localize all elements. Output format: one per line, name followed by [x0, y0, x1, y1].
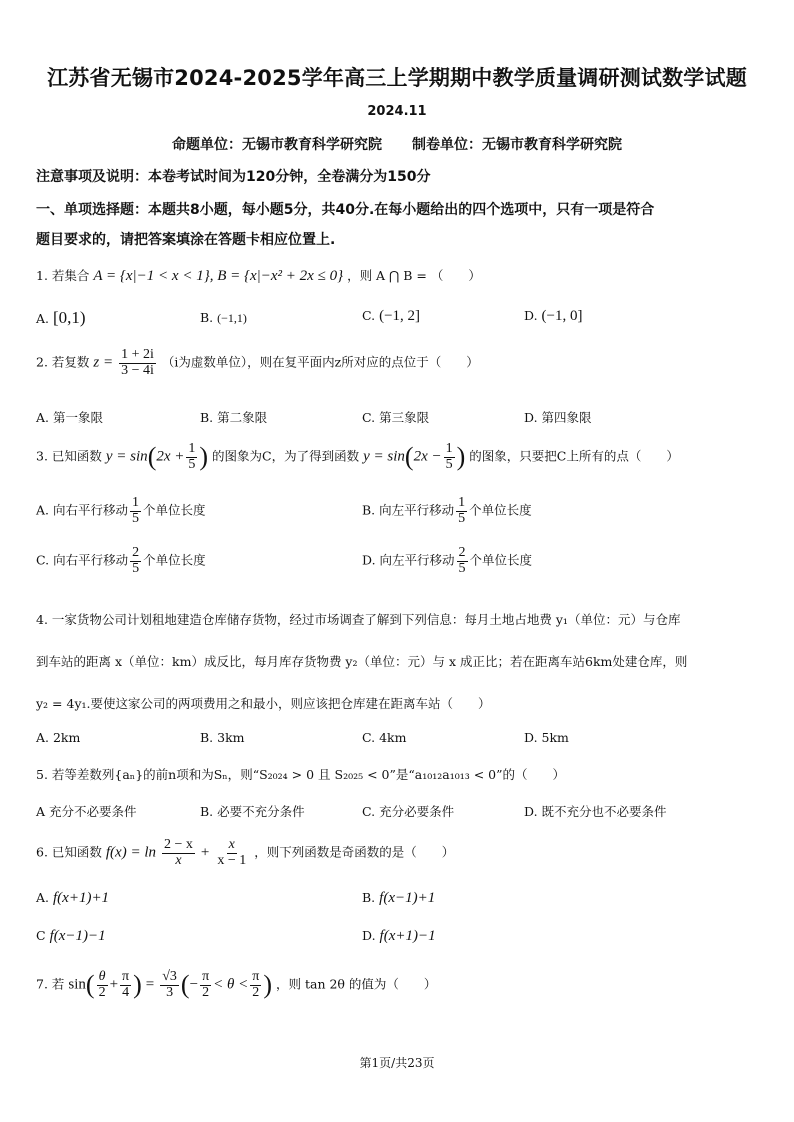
- denominator: 5: [458, 510, 466, 526]
- q4-line1: 4. 一家货物公司计划租地建造仓库储存货物，经过市场调查了解到下列信息：每月土地占地费 y₁（单位：元）与仓库: [36, 612, 681, 627]
- q3-option-b: [362, 496, 532, 526]
- q4-option-a: A. 2km: [36, 730, 81, 745]
- option-value: f(x−1)−1: [49, 928, 106, 944]
- section-heading-line2: 题目要求的，请把答案填涂在答题卡相应位置上.: [36, 232, 336, 248]
- q7-frac-theta: [97, 970, 108, 1000]
- option-text: A. 向右平行移动: [36, 502, 128, 518]
- q4-option-b: B. 3km: [200, 730, 245, 745]
- denominator: 5: [458, 560, 466, 576]
- option-label: D.: [362, 928, 376, 943]
- q6-option-a: [36, 890, 109, 907]
- q7-number: 7. 若: [36, 976, 65, 992]
- denominator: 5: [131, 510, 139, 526]
- q1-option-c: [362, 308, 420, 325]
- option-label: B.: [362, 890, 376, 905]
- q7-frac-sqrt3: [160, 970, 179, 1000]
- question-7: [36, 970, 436, 1000]
- q4-option-d: D. 5km: [524, 730, 569, 745]
- exam-title: 江苏省无锡市2024-2025学年高三上学期期中教学质量调研测试数学试题: [47, 66, 747, 90]
- denominator: 3: [166, 984, 174, 1000]
- q3-number: 3. 已知函数: [36, 448, 102, 464]
- q5-option-a: A 充分不必要条件: [36, 804, 137, 819]
- denominator: x: [175, 852, 182, 868]
- q4-line2: 到车站的距离 x（单位：km）成反比，每月库存货物费 y₂（单位：元）与 x 成正比；若在距离车站6km处建仓库，则: [36, 654, 688, 669]
- q2-option-c: C. 第三象限: [362, 410, 430, 425]
- denominator: 2: [202, 984, 210, 1000]
- question-2: [36, 348, 479, 378]
- plus-sign: +: [109, 976, 119, 993]
- numerator: θ: [98, 969, 106, 984]
- denominator: 2: [98, 984, 106, 1000]
- q2-option-d: D. 第四象限: [524, 410, 592, 425]
- q3-option-a: [36, 496, 206, 526]
- numerator: 2: [132, 545, 140, 560]
- option-text: B. 向左平行移动: [362, 502, 455, 518]
- q3-func1: y = sin: [105, 448, 148, 465]
- q5-option-c: C. 充分必要条件: [362, 804, 455, 819]
- denominator: 4: [122, 984, 130, 1000]
- option-value: f(x+1)+1: [53, 890, 110, 906]
- option-label: C: [36, 928, 46, 943]
- q1-set-a: A = {x|−1 < x < 1}, B =: [93, 268, 244, 284]
- q3-option-c: [36, 546, 206, 576]
- numerator: 1: [131, 495, 139, 510]
- paren-open: (: [147, 442, 157, 472]
- paren-close: ): [456, 442, 466, 472]
- option-unit: 个单位长度: [469, 502, 532, 518]
- question-6: [36, 838, 454, 868]
- numerator: 1: [458, 495, 466, 510]
- denominator: 5: [132, 560, 140, 576]
- minus-sign: −: [189, 976, 199, 993]
- q2-tail: （i为虚数单位），则在复平面内z所对应的点位于（ ）: [161, 354, 479, 370]
- option-unit: 个单位长度: [142, 502, 206, 518]
- proposer-unit: 命题单位：无锡市教育科学研究院: [172, 137, 382, 153]
- option-value: f(x−1)+1: [379, 890, 436, 906]
- paren-open: (: [404, 442, 414, 472]
- numerator: π: [252, 969, 260, 984]
- question-1: [36, 266, 481, 285]
- q3-func2-arg: 2x −: [413, 448, 442, 465]
- denominator: 2: [252, 984, 260, 1000]
- paren-open: (: [85, 970, 95, 1000]
- option-frac: [130, 546, 141, 576]
- option-frac: [130, 496, 141, 526]
- paren-open: (: [180, 970, 190, 1000]
- q3-mid: 的图象为C，为了得到函数: [212, 448, 360, 464]
- q1-set-b: {x|−x² + 2x ≤ 0}: [244, 268, 344, 284]
- exam-units: [0, 134, 794, 154]
- q6-option-c: [36, 928, 106, 945]
- numerator: π: [202, 969, 210, 984]
- numerator: 1 + 2i: [121, 347, 154, 362]
- numerator: 2: [458, 545, 466, 560]
- inequality: < θ <: [213, 976, 249, 993]
- q6-frac2: [215, 838, 248, 868]
- q6-option-b: [362, 890, 435, 907]
- q1-option-a: [36, 308, 86, 328]
- numerator: π: [122, 969, 130, 984]
- numerator: x: [228, 837, 235, 852]
- numerator: 1: [188, 441, 196, 456]
- q1-option-d: [524, 308, 583, 325]
- option-label: C.: [362, 308, 376, 323]
- paren-close: ): [199, 442, 209, 472]
- option-label: D.: [524, 308, 538, 323]
- q2-number: 2. 若复数: [36, 354, 90, 370]
- q1-number: 1. 若集合: [36, 268, 90, 283]
- exam-date: 2024.11: [367, 104, 427, 119]
- option-value: f(x+1)−1: [379, 928, 436, 944]
- option-frac: [456, 496, 467, 526]
- q3-frac2: [444, 442, 455, 472]
- numerator: 2 − x: [163, 837, 193, 852]
- q2-option-b: B. 第二象限: [200, 410, 268, 425]
- q7-frac-pi2a: [200, 970, 211, 1000]
- q1-option-b: [200, 310, 247, 326]
- q7-frac-pi2b: [250, 970, 261, 1000]
- q2-z: z =: [93, 354, 114, 371]
- q3-tail: 的图象，只要把C上所有的点（ ）: [469, 448, 679, 464]
- option-value: (−1,1): [217, 311, 247, 325]
- denominator: x − 1: [217, 852, 247, 868]
- option-frac: [457, 546, 468, 576]
- q5-option-d: D. 既不充分也不必要条件: [524, 804, 667, 819]
- option-unit: 个单位长度: [469, 552, 533, 568]
- section-heading-line1: 一、单项选择题：本题共8小题，每小题5分，共40分.在每小题给出的四个选项中，只有一项是符合: [36, 202, 655, 218]
- page-footer: 第1页/共23页: [359, 1056, 435, 1070]
- option-label: B.: [200, 310, 214, 325]
- q5-option-b: B. 必要不充分条件: [200, 804, 305, 819]
- option-text: C. 向右平行移动: [36, 552, 129, 568]
- q1-tail: ，则 A ⋂ B = （ ）: [347, 268, 481, 283]
- option-value: [0,1): [53, 308, 86, 327]
- option-text: D. 向左平行移动: [362, 552, 455, 568]
- q6-option-d: [362, 928, 436, 945]
- paren-close: ): [133, 970, 142, 1000]
- option-label: A.: [36, 311, 50, 326]
- q2-fraction: [119, 348, 156, 378]
- q6-frac1: [162, 838, 195, 868]
- q6-func: f(x) = ln: [105, 844, 156, 861]
- q6-tail: ，则下列函数是奇函数的是（ ）: [254, 844, 455, 860]
- q2-option-a: A. 第一象限: [36, 410, 103, 425]
- q3-frac1: [186, 442, 197, 472]
- q4-line3: y₂ = 4y₁.要使这家公司的两项费用之和最小，则应该把仓库建在距离车站（ ）: [36, 696, 491, 711]
- numerator: 1: [445, 441, 453, 456]
- q4-option-c: C. 4km: [362, 730, 407, 745]
- numerator: √3: [162, 969, 177, 984]
- producer-unit: 制卷单位：无锡市教育科学研究院: [412, 137, 622, 153]
- option-label: A.: [36, 890, 50, 905]
- option-value: (−1, 2]: [379, 308, 421, 324]
- q6-number: 6. 已知函数: [36, 844, 102, 860]
- question-5: 5. 若等差数列{aₙ}的前n项和为Sₙ，则“S₂₀₂₄ > 0 且 S₂₀₂₅ < 0”是“a₁₀₁₂a₁₀₁₃ < 0”的（ ）: [36, 767, 566, 782]
- q7-frac-pi4: [120, 970, 131, 1000]
- plus-sign: +: [200, 844, 210, 861]
- q3-option-d: [362, 546, 532, 576]
- option-unit: 个单位长度: [143, 552, 206, 568]
- paren-close: ): [263, 970, 273, 1000]
- exam-notes: 注意事项及说明：本卷考试时间为120分钟，全卷满分为150分: [36, 169, 431, 185]
- q3-func2: y = sin: [363, 448, 405, 465]
- denominator: 3 − 4i: [121, 362, 154, 378]
- sin-fn: sin: [68, 976, 86, 993]
- question-3: [36, 442, 679, 472]
- equals-sign: =: [145, 976, 155, 993]
- q7-tail: ，则 tan 2θ 的值为（ ）: [276, 976, 437, 992]
- q3-func1-arg: 2x +: [156, 448, 185, 465]
- option-value: (−1, 0]: [541, 308, 583, 324]
- denominator: 5: [188, 456, 196, 472]
- denominator: 5: [445, 456, 453, 472]
